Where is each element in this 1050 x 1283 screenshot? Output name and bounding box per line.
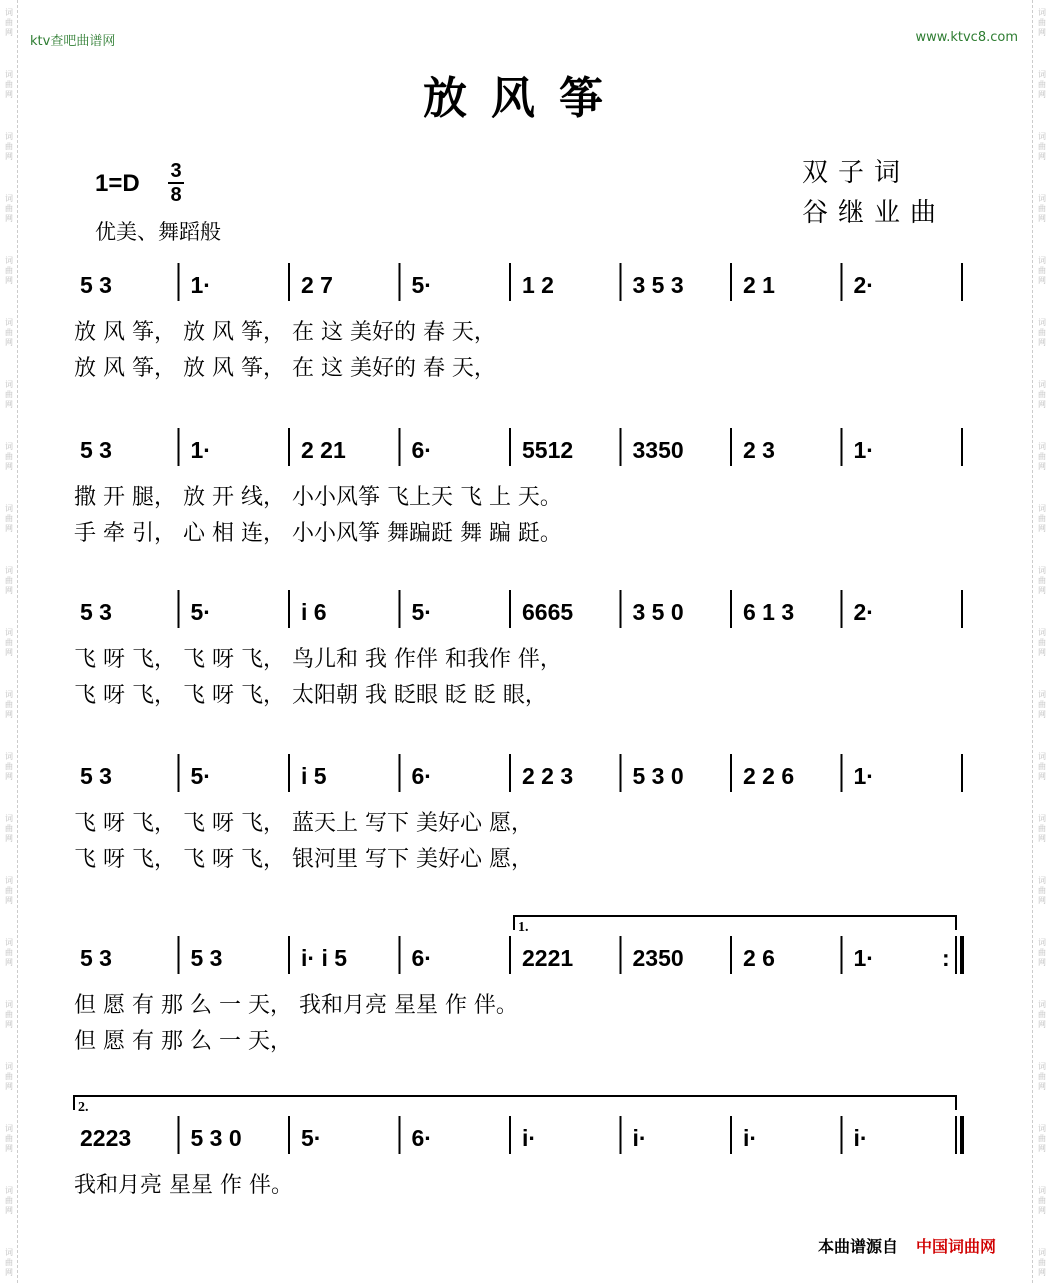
site-name-left[interactable]: ktv查吧曲谱网 <box>30 34 116 49</box>
lyric-line: 飞 呀 飞， 飞 呀 飞， 银河里 写下 美好心 愿， <box>74 847 533 872</box>
score-row <box>74 263 962 381</box>
watermark-text: 词 曲 网 <box>1038 690 1046 719</box>
watermark-text: 词 曲 网 <box>5 194 13 223</box>
score-rows <box>74 263 962 1198</box>
footer-source-link[interactable]: 中国词曲网 <box>916 1237 997 1256</box>
watermark-text: 词 曲 网 <box>5 1186 13 1215</box>
repeat-sign: : <box>942 945 950 971</box>
measure-notes: 2 7 <box>301 272 333 298</box>
measure-notes: 2221 <box>522 945 574 971</box>
measure-notes: 6 1 3 <box>743 599 795 625</box>
measure-notes: 5· <box>301 1125 322 1151</box>
measure-notes: 2 1 <box>743 272 775 298</box>
lyric-line: 手 牵 引， 心 相 连， 小小风筝 舞蹁跹 舞 蹁 跹。 <box>74 521 562 546</box>
measure-notes: 5 3 0 <box>632 763 684 789</box>
tempo-marking: 优美、舞蹈般 <box>95 220 221 244</box>
composer-credit: 谷继业曲 <box>802 198 947 228</box>
watermark-text: 词 曲 网 <box>5 504 13 533</box>
measure-notes: i 5 <box>301 763 327 789</box>
measure-notes: 5 3 <box>80 599 112 625</box>
measure-notes: 5 3 <box>80 945 112 971</box>
meter-top: 3 <box>170 160 182 182</box>
watermark-text: 词 曲 网 <box>1038 1186 1046 1215</box>
measure-notes: 1· <box>190 437 211 463</box>
measure-notes: 2223 <box>80 1125 132 1151</box>
watermark-text: 词 曲 网 <box>5 256 13 285</box>
watermark-text: 词 曲 网 <box>5 628 13 657</box>
meter-bottom: 8 <box>170 184 182 206</box>
measure-notes: 1 2 <box>522 272 554 298</box>
watermark-text: 词 曲 网 <box>5 690 13 719</box>
measure-notes: 5 3 <box>190 945 223 971</box>
measure-notes: 6· <box>411 763 432 789</box>
volta-bracket <box>514 916 956 930</box>
watermark-text: 词 曲 网 <box>5 1248 13 1277</box>
watermark-text: 词 曲 网 <box>5 1000 13 1029</box>
measure-notes: 5· <box>190 763 211 789</box>
volta-bracket <box>74 1096 956 1110</box>
measure-notes: 2 21 <box>301 437 346 463</box>
lyric-line: 放 风 筝， 放 风 筝， 在 这 美好的 春 天， <box>74 356 496 381</box>
measure-notes: 2· <box>853 272 874 298</box>
measure-notes: 3350 <box>632 437 684 463</box>
measure-notes: 2 2 6 <box>743 763 795 789</box>
watermark-text: 词 曲 网 <box>1038 256 1046 285</box>
footer-source <box>818 1234 996 1257</box>
measure-notes: 1· <box>190 272 211 298</box>
footer-prefix: 本曲谱源自 <box>818 1237 899 1256</box>
watermark-text: 词 曲 网 <box>1038 566 1046 595</box>
measure-notes: 5 3 <box>80 763 112 789</box>
measure-notes: i· <box>743 1125 758 1151</box>
measure-notes: 2 2 3 <box>522 763 574 789</box>
watermark-text: 词 曲 网 <box>1038 1124 1046 1153</box>
measure-notes: 3 5 3 <box>632 272 684 298</box>
watermark-text: 词 曲 网 <box>5 442 13 471</box>
watermark-text: 词 曲 网 <box>5 752 13 781</box>
watermark-text: 词 曲 网 <box>1038 876 1046 905</box>
measure-notes: 2350 <box>632 945 684 971</box>
watermark-text: 词 曲 网 <box>5 814 13 843</box>
measure-notes: 1· <box>853 945 874 971</box>
lyric-line: 但 愿 有 那 么 一 天， 我和月亮 星星 作 伴。 <box>74 993 518 1018</box>
measure-notes: 1· <box>853 763 874 789</box>
watermark-text: 词 曲 网 <box>5 380 13 409</box>
watermark-text: 词 曲 网 <box>1038 132 1046 161</box>
volta-number: 2. <box>78 1100 89 1115</box>
measure-notes: 5 3 0 <box>190 1125 242 1151</box>
watermark-text: 词 曲 网 <box>5 566 13 595</box>
watermark-text: 词 曲 网 <box>1038 938 1046 967</box>
lyric-line: 但 愿 有 那 么 一 天， <box>74 1029 292 1054</box>
measure-notes: 5512 <box>522 437 574 463</box>
watermark-text: 词 曲 网 <box>5 70 13 99</box>
score-row <box>74 428 962 546</box>
song-title: 放风筝 <box>423 73 627 124</box>
lyric-line: 飞 呀 飞， 飞 呀 飞， 蓝天上 写下 美好心 愿， <box>74 811 533 836</box>
watermark-text: 词 曲 网 <box>5 318 13 347</box>
measure-notes: 5· <box>411 272 432 298</box>
volta-number: 1. <box>518 920 529 935</box>
score-row <box>74 1096 962 1198</box>
lyric-line: 放 风 筝， 放 风 筝， 在 这 美好的 春 天， <box>74 320 496 345</box>
watermark-text: 词 曲 网 <box>1038 1062 1046 1091</box>
score-row <box>74 590 962 708</box>
lyric-line: 飞 呀 飞， 飞 呀 飞， 太阳朝 我 眨眼 眨 眨 眼， <box>74 683 547 708</box>
measure-notes: 5· <box>190 599 211 625</box>
measure-notes: 6· <box>411 1125 432 1151</box>
measure-notes: 1· <box>853 437 874 463</box>
watermark-text: 词 曲 网 <box>1038 628 1046 657</box>
measure-notes: 2· <box>853 599 874 625</box>
watermark-text: 词 曲 网 <box>1038 8 1046 37</box>
watermark-text: 词 曲 网 <box>1038 194 1046 223</box>
measure-notes: 6· <box>411 437 432 463</box>
site-url-right[interactable]: www.ktvc8.com <box>915 30 1018 45</box>
measure-notes: i· <box>522 1125 537 1151</box>
score-row <box>74 754 962 872</box>
measure-notes: 5 3 <box>80 272 112 298</box>
measure-notes: i 6 <box>301 599 327 625</box>
lyric-line: 飞 呀 飞， 飞 呀 飞， 鸟儿和 我 作伴 和我作 伴， <box>74 647 562 672</box>
measure-notes: 2 3 <box>743 437 775 463</box>
measure-notes: 2 6 <box>743 945 775 971</box>
watermark-text: 词 曲 网 <box>5 1124 13 1153</box>
measure-notes: 5 3 <box>80 437 112 463</box>
lyric-line: 撒 开 腿， 放 开 线， 小小风筝 飞上天 飞 上 天。 <box>74 485 562 510</box>
watermark-text: 词 曲 网 <box>1038 752 1046 781</box>
watermark-text: 词 曲 网 <box>5 876 13 905</box>
score-row <box>74 916 962 1054</box>
watermark-text: 词 曲 网 <box>1038 70 1046 99</box>
lyric-line: 我和月亮 星星 作 伴。 <box>74 1173 293 1198</box>
measure-notes: 6665 <box>522 599 574 625</box>
measure-notes: 6· <box>411 945 432 971</box>
watermark-text: 词 曲 网 <box>5 8 13 37</box>
watermark-text: 词 曲 网 <box>1038 1248 1046 1277</box>
watermark-text: 词 曲 网 <box>1038 1000 1046 1029</box>
watermark-text: 词 曲 网 <box>5 938 13 967</box>
watermark-text: 词 曲 网 <box>1038 504 1046 533</box>
watermark-text: 词 曲 网 <box>5 1062 13 1091</box>
measure-notes: 3 5 0 <box>632 599 684 625</box>
measure-notes: i· <box>853 1125 868 1151</box>
watermark-text: 词 曲 网 <box>5 132 13 161</box>
watermark-text: 词 曲 网 <box>1038 814 1046 843</box>
key-signature: 1=D <box>95 170 140 197</box>
lyricist-credit: 双子词 <box>802 158 911 188</box>
measure-notes: i· i 5 <box>301 945 348 971</box>
measure-notes: i· <box>632 1125 647 1151</box>
watermark-text: 词 曲 网 <box>1038 380 1046 409</box>
measure-notes: 5· <box>411 599 432 625</box>
watermark-text: 词 曲 网 <box>1038 442 1046 471</box>
watermark-text: 词 曲 网 <box>1038 318 1046 347</box>
